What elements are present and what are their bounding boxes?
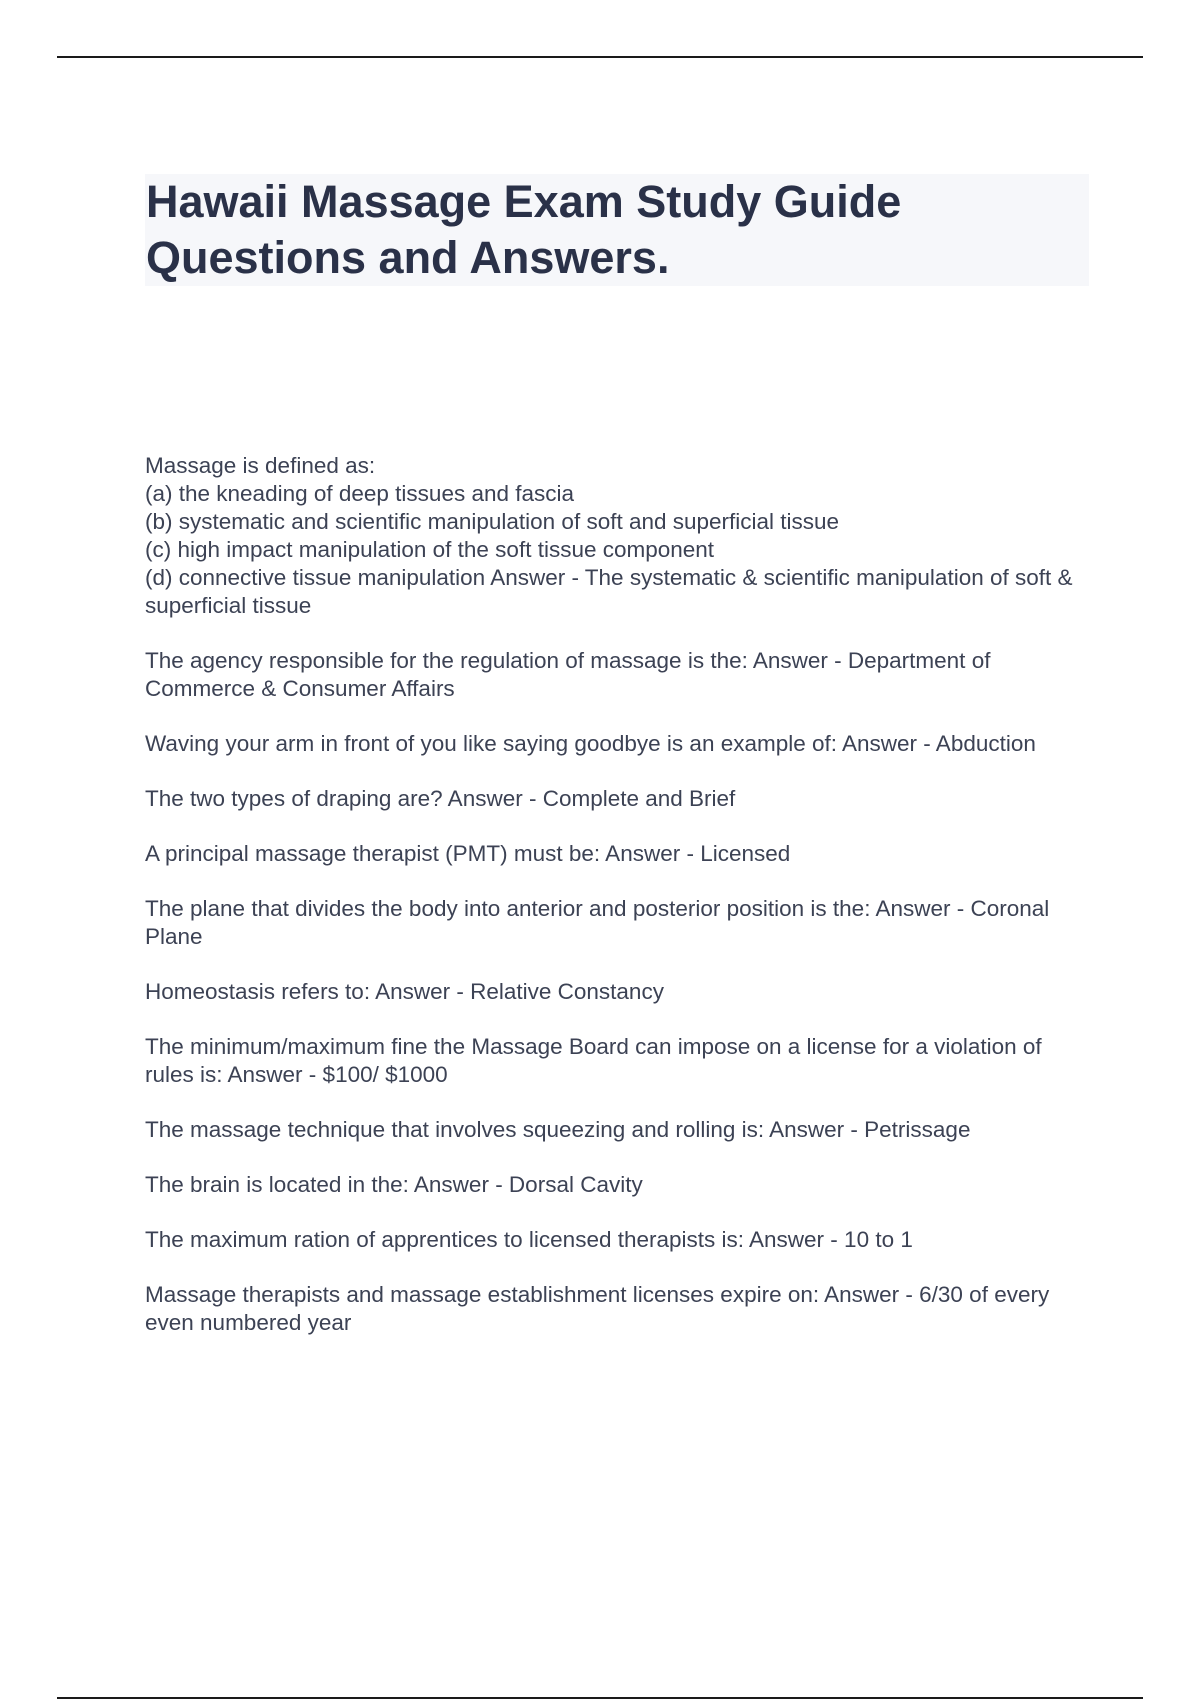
qa-item-massage-definition (145, 452, 1085, 620)
title-block (145, 174, 1089, 286)
title-line-1: Hawaii Massage Exam Study Guide (146, 176, 902, 227)
option-c: (c) high impact manipulation of the soft tissue component (145, 537, 715, 562)
qa-item: A principal massage therapist (PMT) must be: Answer - Licensed (145, 841, 791, 866)
qa-item: The maximum ration of apprentices to licensed therapists is: Answer - 10 to 1 (145, 1227, 913, 1252)
qa-item: Massage therapists and massage establishment licenses expire on: Answer - 6/30 of every even numbered year (145, 1282, 1050, 1335)
qa-item: Homeostasis refers to: Answer - Relative Constancy (145, 979, 664, 1004)
qa-list (145, 452, 1085, 1337)
question-prompt: Massage is defined as: (145, 453, 376, 478)
qa-item: The minimum/maximum fine the Massage Board can impose on a license for a violation of rules is: Answer - $100/ $1000 (145, 1034, 1042, 1087)
qa-item: The plane that divides the body into anterior and posterior position is the: Answer - Coronal Plane (145, 896, 1050, 949)
qa-item: The two types of draping are? Answer - Complete and Brief (145, 786, 736, 811)
bottom-rule (57, 1697, 1143, 1699)
qa-item: The agency responsible for the regulation of massage is the: Answer - Department of Commerce & Consumer Affairs (145, 648, 991, 701)
option-a: (a) the kneading of deep tissues and fascia (145, 481, 575, 506)
qa-item: Waving your arm in front of you like saying goodbye is an example of: Answer - Abduction (145, 731, 1036, 756)
qa-item: The massage technique that involves squeezing and rolling is: Answer - Petrissage (145, 1117, 971, 1142)
top-rule (57, 56, 1143, 58)
option-d-answer: (d) connective tissue manipulation Answer - The systematic & scientific manipulation of soft & superficial tissue (145, 565, 1073, 618)
qa-item: The brain is located in the: Answer - Dorsal Cavity (145, 1172, 643, 1197)
document-title (145, 174, 1089, 286)
option-b: (b) systematic and scientific manipulation of soft and superficial tissue (145, 509, 840, 534)
title-line-2: Questions and Answers. (146, 232, 670, 283)
